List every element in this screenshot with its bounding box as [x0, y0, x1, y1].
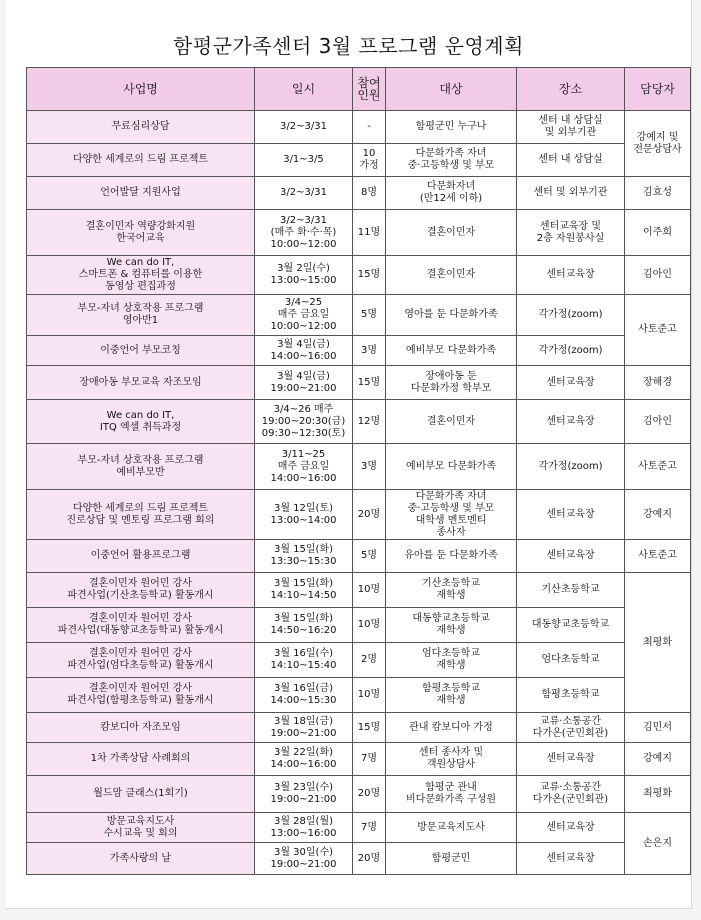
program-place: 센터 내 상담실 및 외부기관	[517, 111, 625, 144]
document-page	[6, 0, 692, 909]
participant-count: 10명	[353, 573, 386, 608]
program-date: 3월 23일(수) 19:00~21:00	[255, 776, 353, 813]
program-target: 함평군 관내 비다문화가족 구성원	[386, 776, 517, 813]
program-date: 3월 16일(금) 14:00~15:30	[255, 678, 353, 713]
program-name: We can do IT, 스마트폰 & 컴퓨터를 이용한 동영상 편집과정	[27, 256, 255, 295]
program-target: 예비부모 다문화가족	[386, 444, 517, 490]
program-date: 3월 2일(수) 13:00~15:00	[255, 256, 353, 295]
program-date: 3/11~25 매주 금요일 14:00~16:00	[255, 444, 353, 490]
program-target: 영아를 둔 다문화가족	[386, 295, 517, 336]
participant-count: 11명	[353, 210, 386, 256]
program-target: 결혼이민자	[386, 400, 517, 444]
program-target: 센터 종사자 및 객원상담사	[386, 743, 517, 776]
participant-count: 12명	[353, 400, 386, 444]
program-target: 함평군민 누구나	[386, 111, 517, 144]
program-name: 결혼이민자 원어민 강사 파견사업(대동향교초등학교) 활동개시	[27, 608, 255, 643]
program-target: 다문화가족 자녀 중·고등학생 및 부모 대학생 멘토멘티 종사자	[386, 490, 517, 540]
program-manager: 강예지 및 전문상담사	[625, 111, 691, 177]
program-manager: 최평화	[625, 776, 691, 813]
program-place: 센터교육장	[517, 540, 625, 573]
participant-count: 7명	[353, 813, 386, 843]
program-name: 결혼이민자 원어민 강사 파견사업(기산초등학교) 활동개시	[27, 573, 255, 608]
program-date: 3월 18일(금) 19:00~21:00	[255, 713, 353, 743]
table-row	[27, 490, 691, 540]
program-date: 3/2~3/31	[255, 177, 353, 210]
program-manager: 손은지	[625, 813, 691, 875]
program-manager: 강예지	[625, 490, 691, 540]
program-place: 대동향교초등학교	[517, 608, 625, 643]
program-target: 다문화자녀 (만12세 이하)	[386, 177, 517, 210]
program-place: 기산초등학교	[517, 573, 625, 608]
header-manager: 담당자	[625, 68, 691, 111]
program-name: 이중언어 활용프로그램	[27, 540, 255, 573]
program-date: 3/4~26 매주 19:00~20:30(금) 09:30~12:30(토)	[255, 400, 353, 444]
program-name: 결혼이민자 원어민 강사 파견사업(엄다초등학교) 활동개시	[27, 643, 255, 678]
program-date: 3/1~3/5	[255, 144, 353, 177]
table-row	[27, 573, 691, 608]
participant-count: 20명	[353, 843, 386, 875]
header-participants: 참여 인원	[353, 68, 386, 111]
participant-count: 15명	[353, 713, 386, 743]
program-place: 센터교육장	[517, 743, 625, 776]
program-manager: 김아인	[625, 256, 691, 295]
program-name: 월드맘 클래스(1회기)	[27, 776, 255, 813]
program-manager: 김민서	[625, 713, 691, 743]
program-place: 함평초등학교	[517, 678, 625, 713]
program-place: 각가정(zoom)	[517, 444, 625, 490]
table-row	[27, 540, 691, 573]
program-place: 각가정(zoom)	[517, 336, 625, 366]
participant-count: -	[353, 111, 386, 144]
program-target: 관내 캄보디아 가정	[386, 713, 517, 743]
program-name: 결혼이민자 역량강화지원 한국어교육	[27, 210, 255, 256]
table-row	[27, 210, 691, 256]
program-target: 장애아동 둔 다문화가정 학부모	[386, 366, 517, 400]
program-date: 3월 30일(수) 19:00~21:00	[255, 843, 353, 875]
participant-count: 3명	[353, 444, 386, 490]
participant-count: 10명	[353, 608, 386, 643]
program-manager: 강예지	[625, 743, 691, 776]
program-target: 유아를 둔 다문화가족	[386, 540, 517, 573]
table-row	[27, 608, 691, 643]
program-place: 교류·소통공간 다가온(군민회관)	[517, 713, 625, 743]
program-manager: 이주희	[625, 210, 691, 256]
program-place: 각가정(zoom)	[517, 295, 625, 336]
program-name: 이중언어 부모코칭	[27, 336, 255, 366]
program-name: 1차 가족상담 사례회의	[27, 743, 255, 776]
program-name: 방문교육지도사 수시교육 및 회의	[27, 813, 255, 843]
table-row	[27, 177, 691, 210]
program-target: 다문화가족 자녀 중·고등학생 및 부모	[386, 144, 517, 177]
table-row	[27, 336, 691, 366]
table-row	[27, 843, 691, 875]
program-target: 함평군민	[386, 843, 517, 875]
participant-count: 15명	[353, 256, 386, 295]
program-target: 엄다초등학교 재학생	[386, 643, 517, 678]
program-target: 결혼이민자	[386, 210, 517, 256]
program-date: 3월 4일(금) 14:00~16:00	[255, 336, 353, 366]
participant-count: 15명	[353, 366, 386, 400]
table-row	[27, 678, 691, 713]
program-manager: 김효성	[625, 177, 691, 210]
participant-count: 7명	[353, 743, 386, 776]
program-date: 3월 4일(금) 19:00~21:00	[255, 366, 353, 400]
participant-count: 10 가정	[353, 144, 386, 177]
program-schedule-table	[26, 67, 691, 875]
participant-count: 2명	[353, 643, 386, 678]
table-row	[27, 256, 691, 295]
table-row	[27, 111, 691, 144]
table-row	[27, 813, 691, 843]
program-manager: 사토준고	[625, 444, 691, 490]
program-target: 예비부모 다문화가족	[386, 336, 517, 366]
program-manager: 김아인	[625, 400, 691, 444]
participant-count: 5명	[353, 540, 386, 573]
program-target: 결혼이민자	[386, 256, 517, 295]
program-target: 방문교육지도사	[386, 813, 517, 843]
program-place: 엄다초등학교	[517, 643, 625, 678]
program-manager: 사토준고	[625, 540, 691, 573]
program-date: 3/2~3/31 (매주 화·수·목) 10:00~12:00	[255, 210, 353, 256]
program-date: 3월 16일(수) 14:10~15:40	[255, 643, 353, 678]
program-target: 대동향교초등학교 재학생	[386, 608, 517, 643]
program-target: 기산초등학교 재학생	[386, 573, 517, 608]
program-name: 무료심리상담	[27, 111, 255, 144]
participant-count: 10명	[353, 678, 386, 713]
header-place: 장소	[517, 68, 625, 111]
table-row	[27, 444, 691, 490]
table-header-row	[27, 68, 691, 111]
participant-count: 20명	[353, 490, 386, 540]
program-name: 가족사랑의 날	[27, 843, 255, 875]
program-name: 다양한 세계로의 드림 프로젝트 진로상담 및 멘토링 프로그램 회의	[27, 490, 255, 540]
program-target: 함평초등학교 재학생	[386, 678, 517, 713]
program-date: 3월 15일(화) 13:30~15:30	[255, 540, 353, 573]
table-row	[27, 643, 691, 678]
program-name: 장애아동 부모교육 자조모임	[27, 366, 255, 400]
program-place: 센터교육장	[517, 256, 625, 295]
page-title: 함평군가족센터 3월 프로그램 운영계획	[173, 34, 524, 58]
program-manager: 사토준고	[625, 295, 691, 366]
program-name: 다양한 세계로의 드림 프로젝트	[27, 144, 255, 177]
program-name: 부모-자녀 상호작용 프로그램 영아반1	[27, 295, 255, 336]
program-place: 센터교육장 및 2층 자원봉사실	[517, 210, 625, 256]
header-date: 일시	[255, 68, 353, 111]
program-name: We can do IT, ITQ 엑셀 취득과정	[27, 400, 255, 444]
table-row	[27, 743, 691, 776]
program-date: 3/4~25 매주 금요일 10:00~12:00	[255, 295, 353, 336]
participant-count: 20명	[353, 776, 386, 813]
participant-count: 3명	[353, 336, 386, 366]
program-name: 결혼이민자 원어민 강사 파견사업(함평초등학교) 활동개시	[27, 678, 255, 713]
participant-count: 8명	[353, 177, 386, 210]
program-date: 3월 12일(토) 13:00~14:00	[255, 490, 353, 540]
table-row	[27, 776, 691, 813]
table-row	[27, 400, 691, 444]
program-manager: 최평화	[625, 573, 691, 713]
table-row	[27, 713, 691, 743]
program-date: 3월 15일(화) 14:50~16:20	[255, 608, 353, 643]
program-name: 캄보디아 자조모임	[27, 713, 255, 743]
program-place: 센터교육장	[517, 366, 625, 400]
program-place: 센터교육장	[517, 843, 625, 875]
program-place: 센터교육장	[517, 490, 625, 540]
program-date: 3/2~3/31	[255, 111, 353, 144]
header-target: 대상	[386, 68, 517, 111]
participant-count: 5명	[353, 295, 386, 336]
program-manager: 장해경	[625, 366, 691, 400]
table-row	[27, 295, 691, 336]
program-name: 언어발달 지원사업	[27, 177, 255, 210]
program-date: 3월 22일(화) 14:00~16:00	[255, 743, 353, 776]
program-place: 교류·소통공간 다가온(군민회관)	[517, 776, 625, 813]
program-date: 3월 15일(화) 14:10~14:50	[255, 573, 353, 608]
table-row	[27, 144, 691, 177]
program-place: 센터교육장	[517, 400, 625, 444]
header-program-name: 사업명	[27, 68, 255, 111]
program-place: 센터 및 외부기관	[517, 177, 625, 210]
program-date: 3월 28일(월) 13:00~16:00	[255, 813, 353, 843]
program-place: 센터교육장	[517, 813, 625, 843]
table-row	[27, 366, 691, 400]
program-place: 센터 내 상담실	[517, 144, 625, 177]
program-name: 부모-자녀 상호작용 프로그램 예비부모반	[27, 444, 255, 490]
